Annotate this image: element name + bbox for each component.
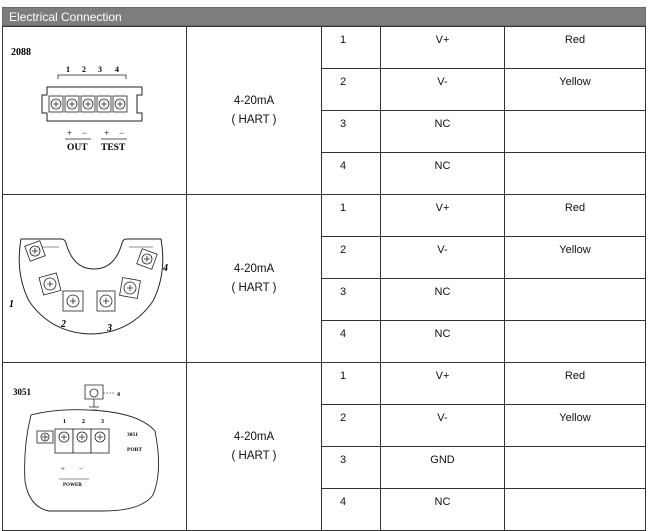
pin-number: 4 [322, 153, 381, 195]
signal-type-cell [187, 27, 322, 195]
pin-number: 1 [322, 195, 381, 237]
terminal-label: V+ [381, 363, 505, 405]
wire-color: Yellow [505, 69, 646, 111]
wire-color [505, 489, 646, 531]
signal-type: 4-20mA [233, 94, 275, 107]
pin-number: 3 [322, 279, 381, 321]
power-label: POWER [63, 483, 82, 488]
pin-number: 2 [322, 69, 381, 111]
terminal-block-2088-illustration [3, 39, 186, 179]
terminal-number-label: 1 [63, 419, 66, 425]
terminal-number-label: 3 [107, 323, 112, 334]
terminal-number-label: 4 [163, 263, 168, 274]
model-label: 3051 [13, 387, 31, 397]
pin-number: 1 [322, 27, 381, 69]
pin-number: 2 [322, 237, 381, 279]
terminal-number-label: 3 [98, 65, 102, 74]
table-row [3, 27, 646, 69]
pin-number: 1 [322, 363, 381, 405]
terminal-label: V+ [381, 27, 505, 69]
signal-protocol: ( HART ) [231, 449, 277, 462]
terminal-number-label: 1 [9, 299, 14, 310]
polarity-sign: + [67, 128, 73, 138]
semicircle-terminal-illustration [3, 207, 186, 347]
pin-number: 3 [322, 111, 381, 153]
terminal-label: NC [381, 111, 505, 153]
section-header [2, 7, 646, 26]
pin-number: 4 [322, 321, 381, 363]
wire-color [505, 447, 646, 489]
model-label: 2088 [11, 47, 31, 58]
polarity-sign: − [119, 128, 125, 138]
polarity-sign: + [61, 465, 65, 473]
signal-protocol: ( HART ) [231, 113, 277, 126]
device-label: 3051 [127, 432, 138, 438]
pin-number: 3 [322, 447, 381, 489]
wiring-diagram-2088 [3, 27, 187, 195]
terminal-label: V- [381, 405, 505, 447]
wire-color: Yellow [505, 405, 646, 447]
terminal-number-label: 2 [61, 319, 66, 330]
terminal-block-3051-illustration [3, 371, 186, 519]
terminal-number-label: 4 [115, 65, 119, 74]
wire-color: Red [505, 195, 646, 237]
terminal-label: V- [381, 69, 505, 111]
terminal-number-label: 3 [101, 419, 104, 425]
terminal-label: NC [381, 279, 505, 321]
terminal-number-label: 1 [66, 65, 70, 74]
electrical-connection-panel [2, 7, 646, 531]
wiring-diagram-semicircle [3, 195, 187, 363]
table-row [3, 363, 646, 405]
section-title: Electrical Connection [9, 10, 122, 24]
polarity-sign: + [104, 128, 110, 138]
signal-type-cell [187, 363, 322, 531]
terminal-label: NC [381, 153, 505, 195]
signal-type-cell [187, 195, 322, 363]
terminal-number-label: 2 [82, 65, 86, 74]
wire-color [505, 153, 646, 195]
table-row [3, 195, 646, 237]
terminal-label: NC [381, 489, 505, 531]
connection-table [2, 26, 646, 531]
signal-protocol: ( HART ) [231, 281, 277, 294]
polarity-sign: − [79, 465, 83, 473]
signal-type: 4-20mA [233, 262, 275, 275]
terminal-label: V+ [381, 195, 505, 237]
signal-type: 4-20mA [233, 430, 275, 443]
terminal-label: GND [381, 447, 505, 489]
pin-number: 2 [322, 405, 381, 447]
wire-color [505, 111, 646, 153]
wire-color: Yellow [505, 237, 646, 279]
terminal-label: V- [381, 237, 505, 279]
wire-color: Red [505, 27, 646, 69]
wire-color [505, 279, 646, 321]
polarity-sign: − [82, 128, 88, 138]
out-label: OUT [67, 143, 88, 153]
pin-number: 4 [322, 489, 381, 531]
ground-label: 4 [117, 392, 120, 398]
wire-color [505, 321, 646, 363]
wire-color: Red [505, 363, 646, 405]
terminal-label: NC [381, 321, 505, 363]
test-label: TEST [101, 143, 126, 153]
wiring-diagram-3051 [3, 363, 187, 531]
terminal-number-label: 2 [82, 419, 85, 425]
port-label: PORT [127, 447, 143, 453]
